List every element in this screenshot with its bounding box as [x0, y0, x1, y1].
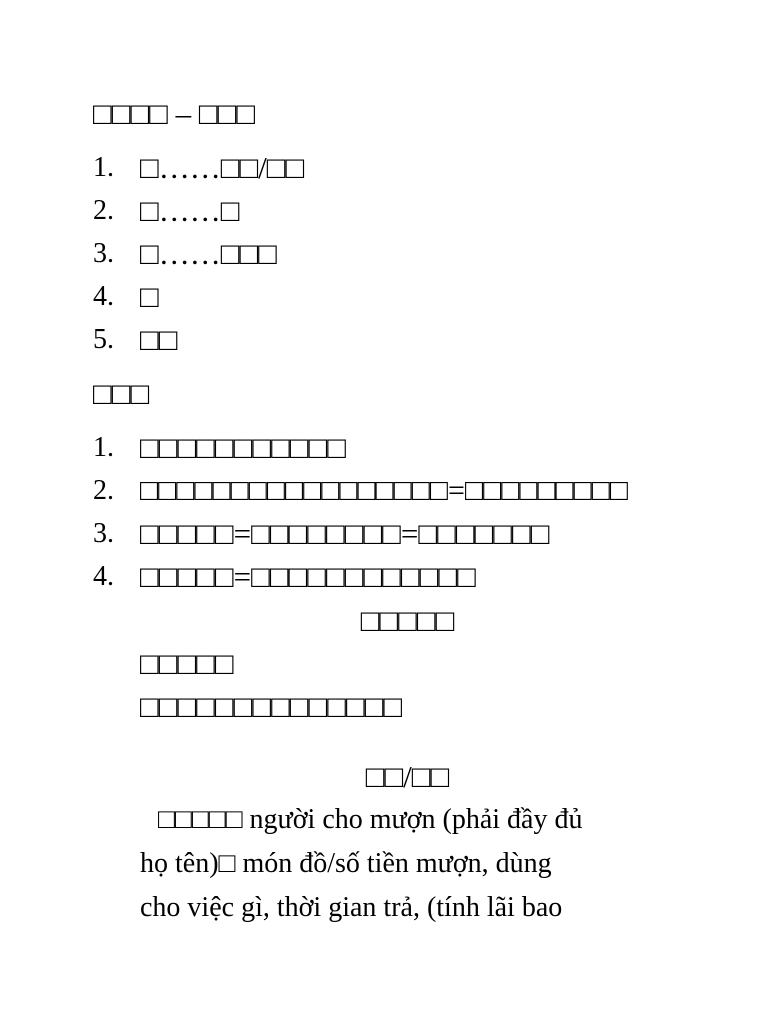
list-item-number: 1.: [93, 432, 114, 463]
body-line: □□□□□: [140, 646, 234, 681]
paragraph-line: □□□□□ người cho mượn (phải đầy đủ: [158, 804, 583, 835]
list-item-number: 2.: [93, 195, 114, 226]
list-item: □……□: [140, 193, 240, 228]
list-item: □□□□□□□□□□□□□□□□□=□□□□□□□□□: [140, 474, 629, 507]
list-item: □□□□□=□□□□□□□□=□□□□□□□: [140, 516, 550, 551]
list-item-number: 3.: [93, 518, 114, 549]
list-item-number: 2.: [93, 475, 114, 506]
list-item-number: 1.: [93, 152, 114, 183]
body-line: □□□□□□□□□□□□□□: [140, 689, 403, 724]
list-item-number: 3.: [93, 238, 114, 269]
paragraph-line: cho việc gì, thời gian trả, (tính lãi bao: [140, 892, 563, 923]
section-heading: □□□: [93, 376, 150, 411]
section-heading-centered: □□/□□: [365, 759, 450, 794]
list-item: □……□□□: [140, 236, 277, 271]
page-title: □□□□ – □□□: [93, 96, 256, 131]
list-item-number: 5.: [93, 324, 114, 355]
list-item: □□□□□□□□□□□: [140, 430, 346, 465]
list-item: □□□□□=□□□□□□□□□□□□: [140, 559, 476, 594]
list-item-number: 4.: [93, 561, 114, 592]
list-item-number: 4.: [93, 281, 114, 312]
list-item: □: [140, 279, 159, 314]
paragraph-line: họ tên)□ món đồ/số tiền mượn, dùng: [140, 848, 552, 879]
list-item: □……□□/□□: [140, 150, 305, 185]
centered-heading: □□□□□: [360, 603, 455, 638]
list-item: □□: [140, 322, 178, 357]
